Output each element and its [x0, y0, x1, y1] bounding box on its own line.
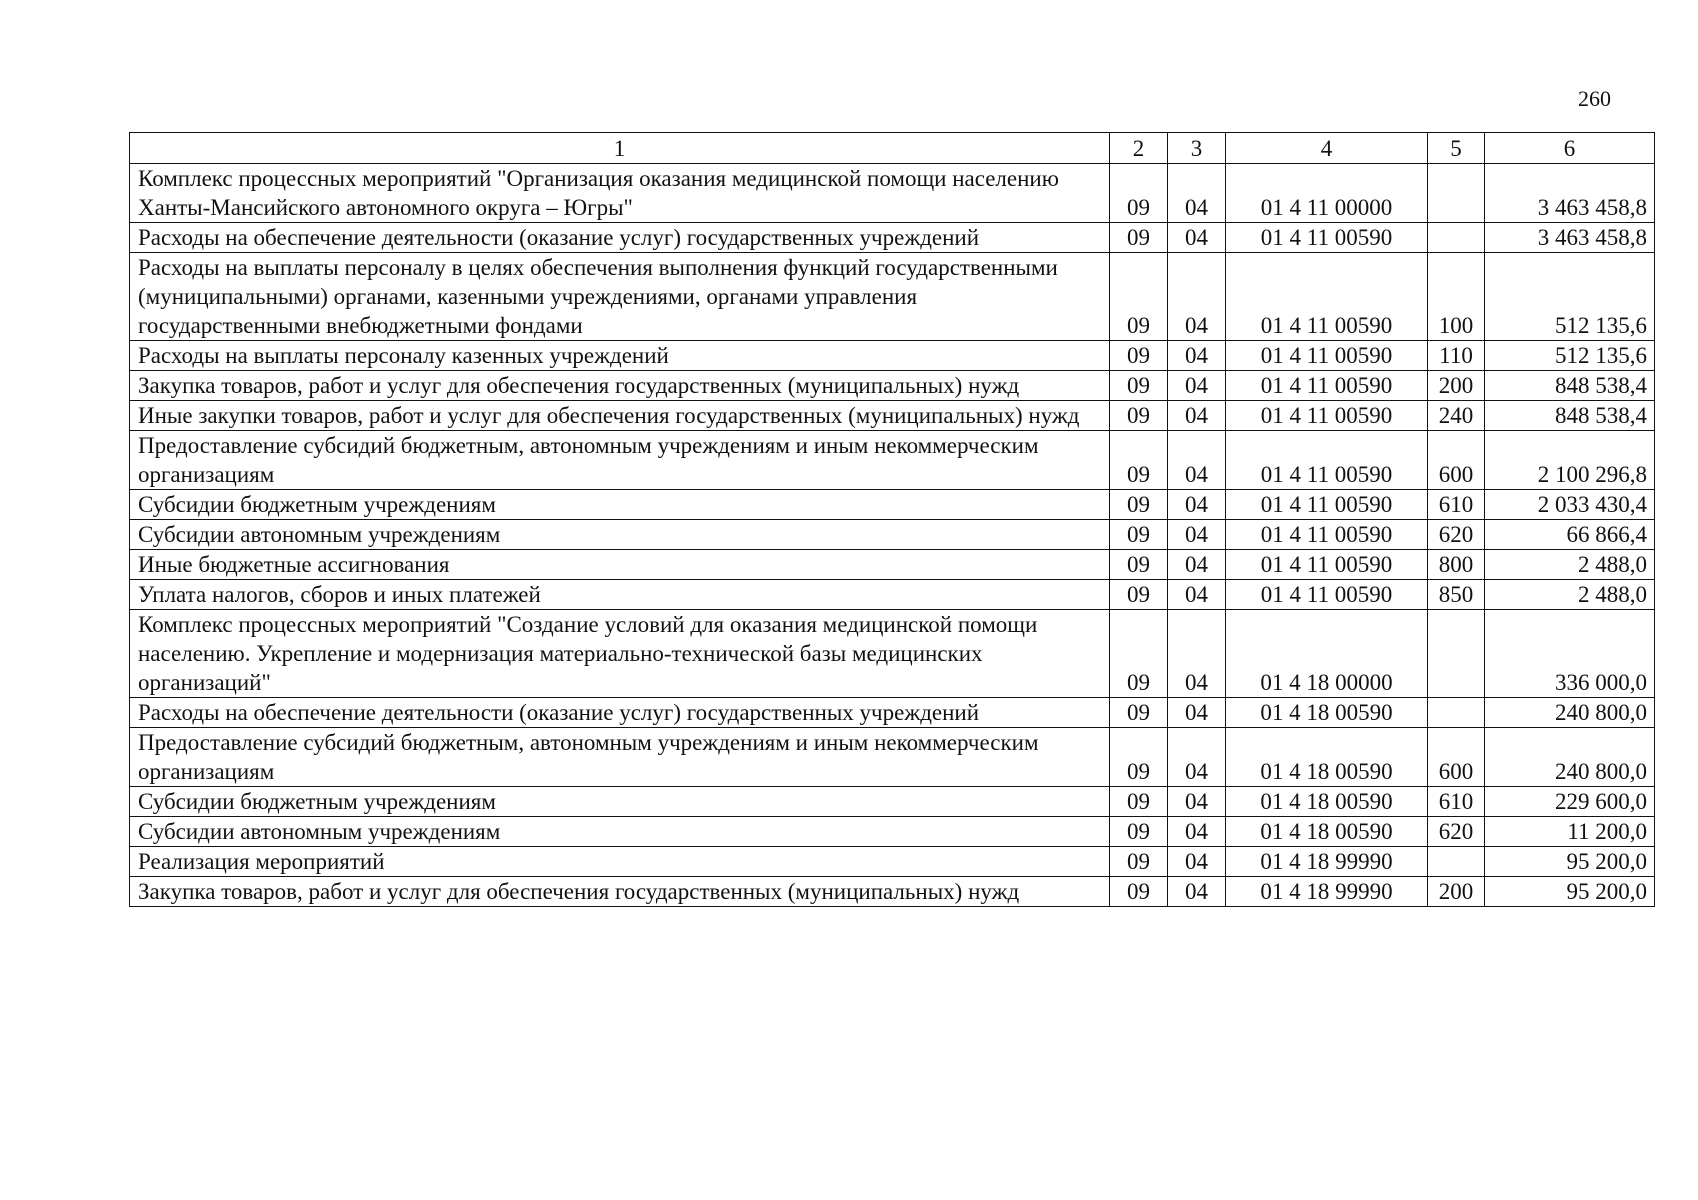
amount-cell: 229 600,0: [1485, 787, 1655, 817]
table-row: [130, 341, 1655, 371]
subsection-code-cell: 04: [1168, 223, 1226, 253]
amount-cell: 512 135,6: [1485, 253, 1655, 341]
expense-type-cell: [1428, 164, 1485, 223]
table-row: [130, 787, 1655, 817]
target-article-cell: 01 4 11 00590: [1226, 550, 1428, 580]
subsection-code-cell: 04: [1168, 341, 1226, 371]
target-article-cell: 01 4 11 00590: [1226, 371, 1428, 401]
target-article-cell: 01 4 11 00590: [1226, 580, 1428, 610]
subsection-code-cell: 04: [1168, 164, 1226, 223]
amount-cell: 240 800,0: [1485, 698, 1655, 728]
expense-name-cell: Субсидии бюджетным учреждениям: [130, 787, 1110, 817]
table-row: [130, 371, 1655, 401]
section-code-cell: 09: [1110, 431, 1168, 490]
expense-name-cell: Субсидии автономным учреждениям: [130, 817, 1110, 847]
amount-cell: 336 000,0: [1485, 610, 1655, 698]
column-number-row: [130, 133, 1655, 164]
target-article-cell: 01 4 11 00590: [1226, 520, 1428, 550]
section-code-cell: 09: [1110, 520, 1168, 550]
expense-type-cell: [1428, 847, 1485, 877]
expense-name-cell: Комплекс процессных мероприятий "Организация оказания медицинской помощи населению Ханты-Мансийского автономного округа – Югры": [130, 164, 1110, 223]
expense-type-cell: 110: [1428, 341, 1485, 371]
amount-cell: 2 488,0: [1485, 580, 1655, 610]
expense-name-cell: Иные бюджетные ассигнования: [130, 550, 1110, 580]
section-code-cell: 09: [1110, 580, 1168, 610]
target-article-cell: 01 4 11 00000: [1226, 164, 1428, 223]
table-row: [130, 817, 1655, 847]
target-article-cell: 01 4 18 99990: [1226, 877, 1428, 907]
table-row: [130, 520, 1655, 550]
expense-type-cell: 850: [1428, 580, 1485, 610]
section-code-cell: 09: [1110, 490, 1168, 520]
expense-type-cell: 610: [1428, 490, 1485, 520]
section-code-cell: 09: [1110, 371, 1168, 401]
amount-cell: 66 866,4: [1485, 520, 1655, 550]
amount-cell: 512 135,6: [1485, 341, 1655, 371]
budget-table-body: [130, 133, 1655, 907]
section-code-cell: 09: [1110, 341, 1168, 371]
table-row: [130, 610, 1655, 698]
subsection-code-cell: 04: [1168, 728, 1226, 787]
table-row: [130, 877, 1655, 907]
section-code-cell: 09: [1110, 223, 1168, 253]
amount-cell: 95 200,0: [1485, 847, 1655, 877]
target-article-cell: 01 4 11 00590: [1226, 253, 1428, 341]
expense-type-cell: 600: [1428, 728, 1485, 787]
subsection-code-cell: 04: [1168, 877, 1226, 907]
target-article-cell: 01 4 11 00590: [1226, 223, 1428, 253]
target-article-cell: 01 4 18 00590: [1226, 698, 1428, 728]
table-row: [130, 728, 1655, 787]
target-article-cell: 01 4 11 00590: [1226, 431, 1428, 490]
column-header-4: 4: [1226, 133, 1428, 164]
section-code-cell: 09: [1110, 401, 1168, 431]
budget-table: [129, 132, 1655, 907]
subsection-code-cell: 04: [1168, 698, 1226, 728]
section-code-cell: 09: [1110, 550, 1168, 580]
expense-name-cell: Субсидии бюджетным учреждениям: [130, 490, 1110, 520]
table-row: [130, 253, 1655, 341]
expense-type-cell: 600: [1428, 431, 1485, 490]
section-code-cell: 09: [1110, 787, 1168, 817]
expense-name-cell: Расходы на выплаты персоналу казенных учреждений: [130, 341, 1110, 371]
section-code-cell: 09: [1110, 728, 1168, 787]
amount-cell: 3 463 458,8: [1485, 164, 1655, 223]
subsection-code-cell: 04: [1168, 520, 1226, 550]
target-article-cell: 01 4 11 00590: [1226, 401, 1428, 431]
subsection-code-cell: 04: [1168, 431, 1226, 490]
expense-type-cell: 200: [1428, 877, 1485, 907]
amount-cell: 240 800,0: [1485, 728, 1655, 787]
subsection-code-cell: 04: [1168, 490, 1226, 520]
amount-cell: 848 538,4: [1485, 371, 1655, 401]
target-article-cell: 01 4 18 99990: [1226, 847, 1428, 877]
subsection-code-cell: 04: [1168, 580, 1226, 610]
column-header-6: 6: [1485, 133, 1655, 164]
expense-name-cell: Расходы на обеспечение деятельности (оказание услуг) государственных учреждений: [130, 698, 1110, 728]
target-article-cell: 01 4 11 00590: [1226, 490, 1428, 520]
section-code-cell: 09: [1110, 610, 1168, 698]
subsection-code-cell: 04: [1168, 371, 1226, 401]
expense-type-cell: 620: [1428, 817, 1485, 847]
expense-name-cell: Закупка товаров, работ и услуг для обеспечения государственных (муниципальных) нужд: [130, 877, 1110, 907]
expense-name-cell: Расходы на выплаты персоналу в целях обеспечения выполнения функций государственными (муниципальными) органами, казенными учреждениями, органами управления государственными внебюджетными фондами: [130, 253, 1110, 341]
table-row: [130, 550, 1655, 580]
expense-name-cell: Комплекс процессных мероприятий "Создание условий для оказания медицинской помощи населению. Укрепление и модернизация материально-технической базы медицинских организаций": [130, 610, 1110, 698]
expense-name-cell: Предоставление субсидий бюджетным, автономным учреждениям и иным некоммерческим организациям: [130, 431, 1110, 490]
section-code-cell: 09: [1110, 847, 1168, 877]
target-article-cell: 01 4 18 00590: [1226, 787, 1428, 817]
table-row: [130, 847, 1655, 877]
expense-type-cell: [1428, 698, 1485, 728]
amount-cell: 3 463 458,8: [1485, 223, 1655, 253]
expense-type-cell: [1428, 223, 1485, 253]
expense-type-cell: 200: [1428, 371, 1485, 401]
amount-cell: 2 488,0: [1485, 550, 1655, 580]
expense-name-cell: Расходы на обеспечение деятельности (оказание услуг) государственных учреждений: [130, 223, 1110, 253]
table-row: [130, 490, 1655, 520]
expense-name-cell: Субсидии автономным учреждениям: [130, 520, 1110, 550]
table-row: [130, 164, 1655, 223]
expense-type-cell: 800: [1428, 550, 1485, 580]
table-row: [130, 223, 1655, 253]
table-row: [130, 431, 1655, 490]
column-header-1: 1: [130, 133, 1110, 164]
expense-name-cell: Реализация мероприятий: [130, 847, 1110, 877]
amount-cell: 2 033 430,4: [1485, 490, 1655, 520]
section-code-cell: 09: [1110, 817, 1168, 847]
column-header-2: 2: [1110, 133, 1168, 164]
table-row: [130, 401, 1655, 431]
table-row: [130, 580, 1655, 610]
expense-name-cell: Уплата налогов, сборов и иных платежей: [130, 580, 1110, 610]
expense-type-cell: 240: [1428, 401, 1485, 431]
subsection-code-cell: 04: [1168, 847, 1226, 877]
expense-type-cell: [1428, 610, 1485, 698]
subsection-code-cell: 04: [1168, 253, 1226, 341]
subsection-code-cell: 04: [1168, 817, 1226, 847]
target-article-cell: 01 4 18 00000: [1226, 610, 1428, 698]
target-article-cell: 01 4 11 00590: [1226, 341, 1428, 371]
amount-cell: 848 538,4: [1485, 401, 1655, 431]
column-header-5: 5: [1428, 133, 1485, 164]
amount-cell: 11 200,0: [1485, 817, 1655, 847]
expense-name-cell: Иные закупки товаров, работ и услуг для обеспечения государственных (муниципальных) нужд: [130, 401, 1110, 431]
expense-type-cell: 100: [1428, 253, 1485, 341]
subsection-code-cell: 04: [1168, 610, 1226, 698]
amount-cell: 2 100 296,8: [1485, 431, 1655, 490]
page-number: 260: [1578, 86, 1611, 111]
amount-cell: 95 200,0: [1485, 877, 1655, 907]
target-article-cell: 01 4 18 00590: [1226, 728, 1428, 787]
expense-name-cell: Закупка товаров, работ и услуг для обеспечения государственных (муниципальных) нужд: [130, 371, 1110, 401]
subsection-code-cell: 04: [1168, 401, 1226, 431]
expense-type-cell: 620: [1428, 520, 1485, 550]
subsection-code-cell: 04: [1168, 550, 1226, 580]
column-header-3: 3: [1168, 133, 1226, 164]
expense-name-cell: Предоставление субсидий бюджетным, автономным учреждениям и иным некоммерческим организациям: [130, 728, 1110, 787]
table-row: [130, 698, 1655, 728]
target-article-cell: 01 4 18 00590: [1226, 817, 1428, 847]
section-code-cell: 09: [1110, 253, 1168, 341]
section-code-cell: 09: [1110, 164, 1168, 223]
expense-type-cell: 610: [1428, 787, 1485, 817]
subsection-code-cell: 04: [1168, 787, 1226, 817]
section-code-cell: 09: [1110, 698, 1168, 728]
section-code-cell: 09: [1110, 877, 1168, 907]
